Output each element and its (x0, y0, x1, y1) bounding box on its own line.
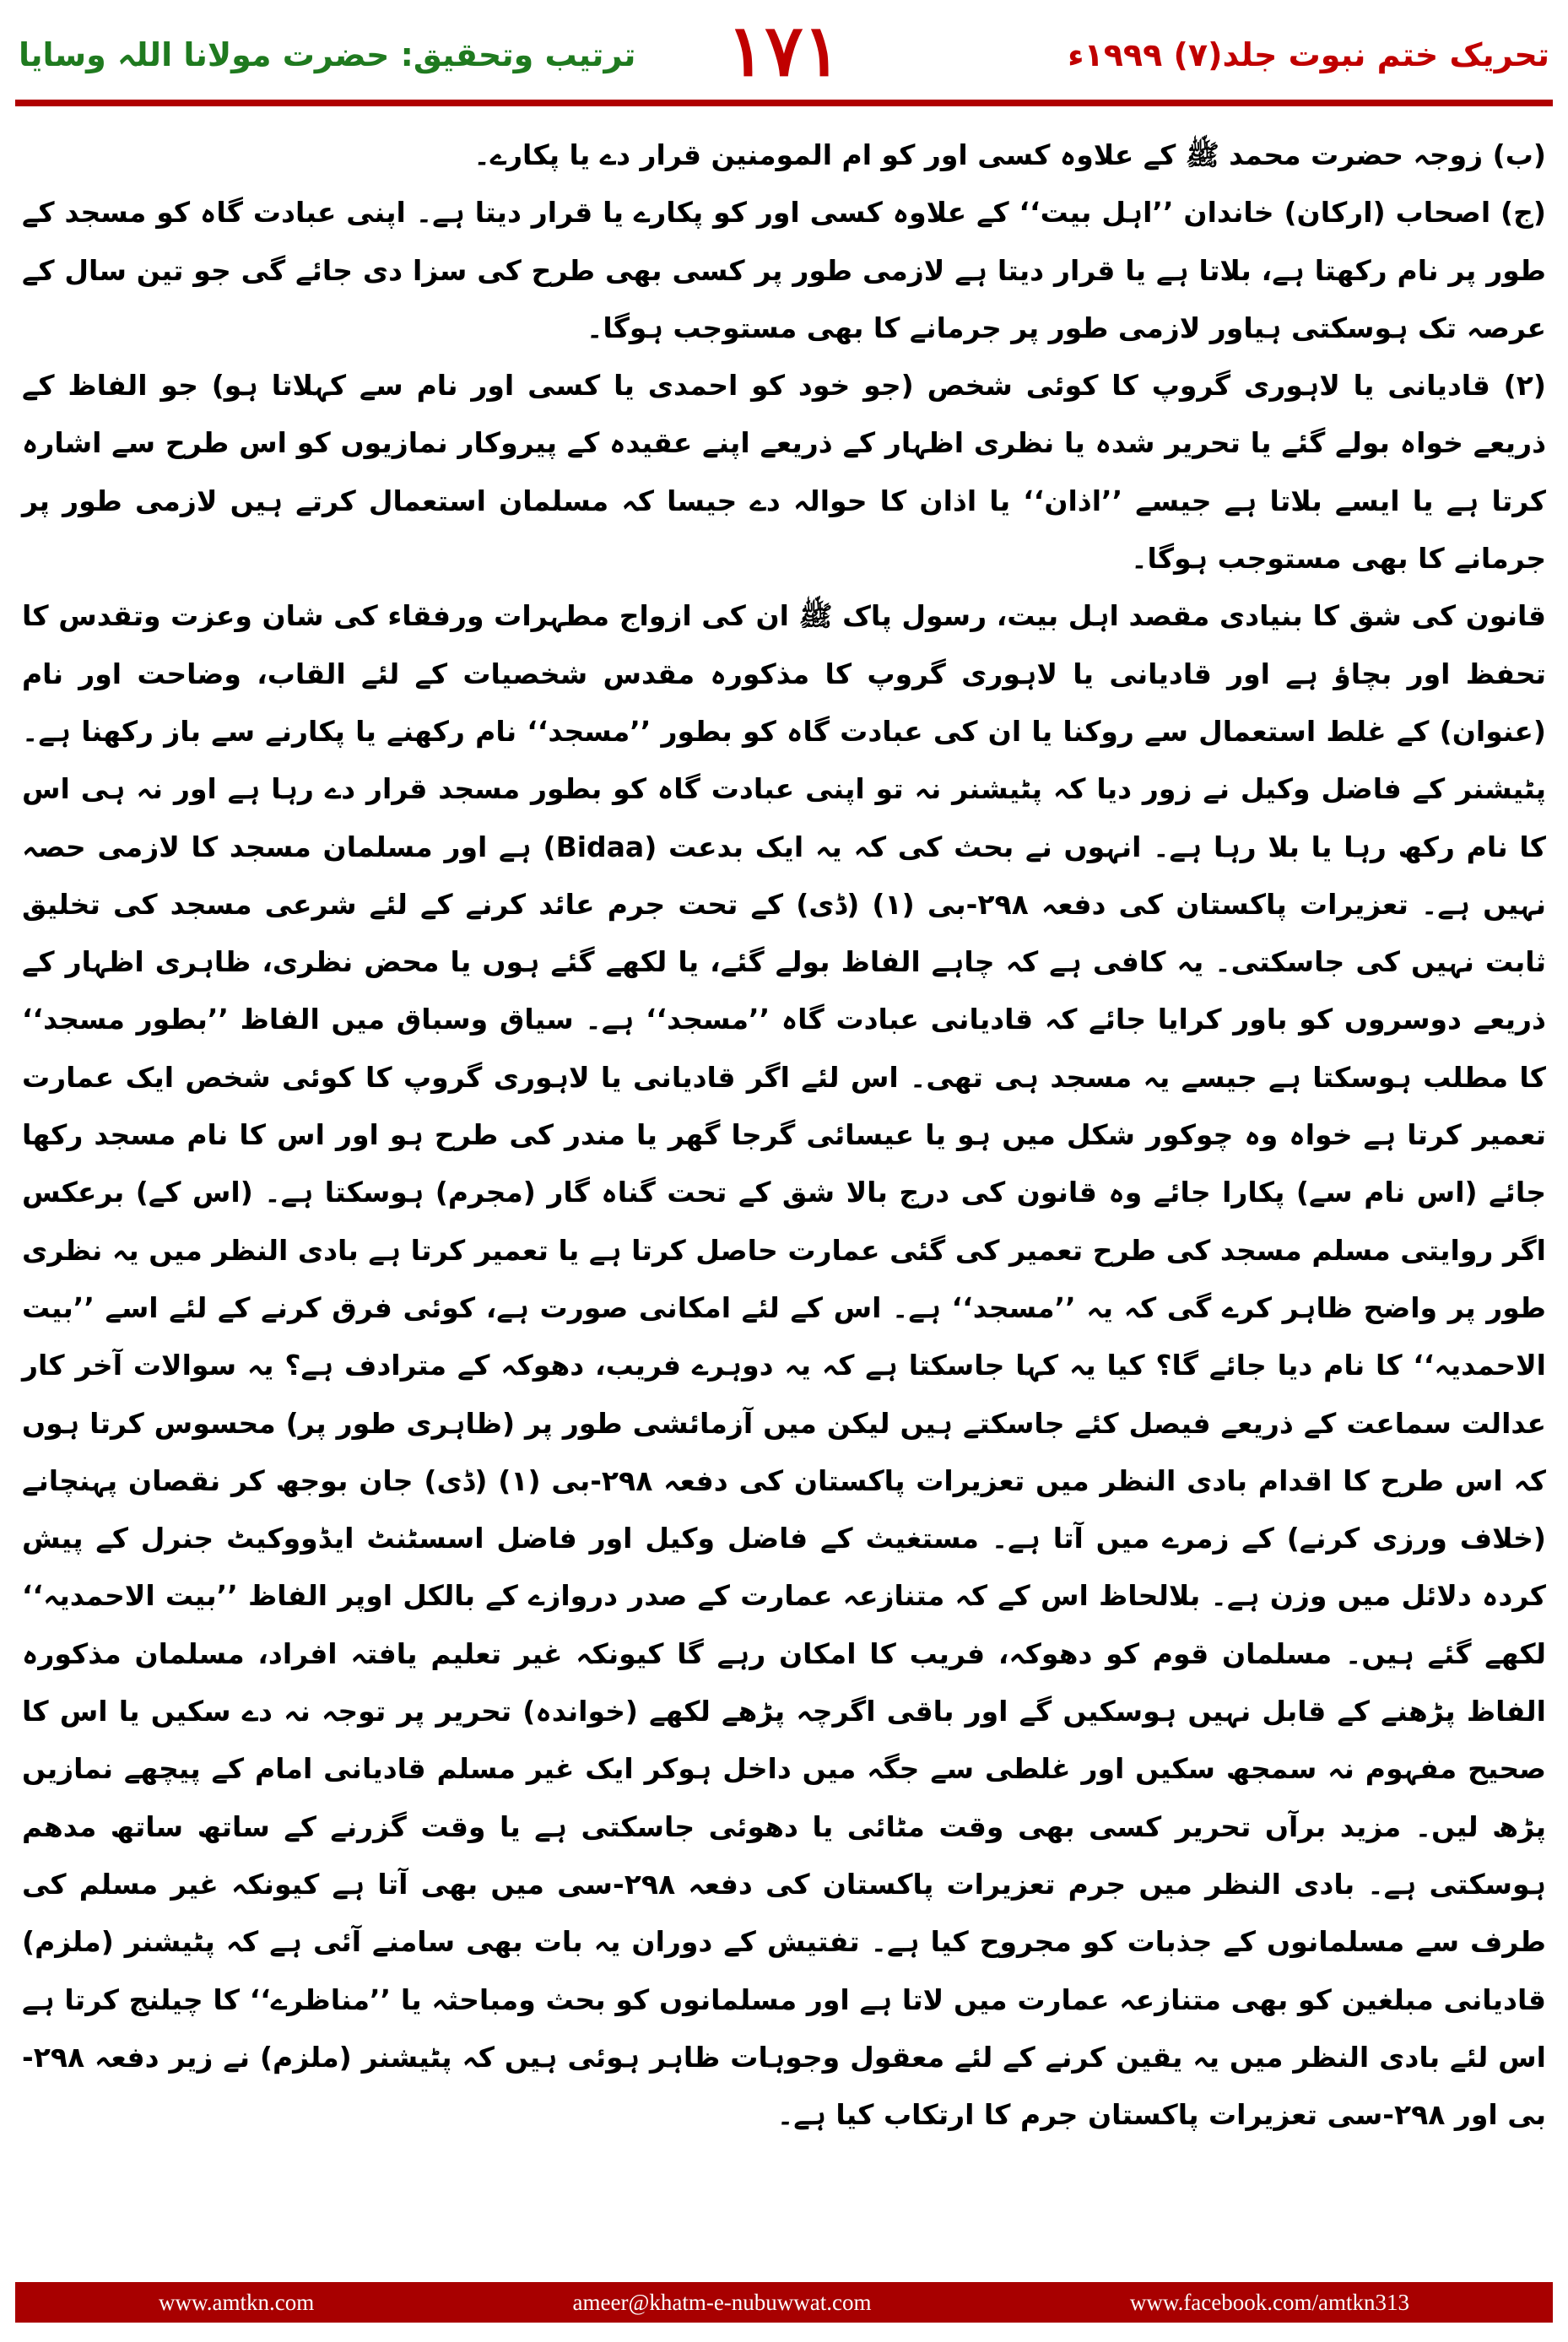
footer-email-link[interactable]: ameer@khatm-e-nubuwwat.com (572, 2289, 872, 2315)
page-header (0, 0, 1568, 118)
header-book-title: تحریک ختم نبوت جلد(۷) ۱۹۹۹ء (1068, 36, 1549, 73)
header-divider (15, 100, 1553, 106)
page-footer (15, 2282, 1553, 2323)
footer-website-link[interactable]: www.amtkn.com (159, 2289, 315, 2315)
paragraph-clause-b: (ب) زوجہ حضرت محمد ﷺ کے علاوہ کسی اور کو ام المومنین قرار دے یا پکارے۔ (473, 138, 1546, 171)
page-body (22, 127, 1546, 2144)
paragraph-main-body: قانون کی شق کا بنیادی مقصد اہل بیت، رسول پاک ﷺ ان کی ازواج مطہرات ورفقاء کی شان وعزت وتقدس کا تحفظ اور بچاؤ ہے اور قادیانی یا لاہوری گروپ کا مذکورہ مقدس شخصیات کے لئے القاب، وضاحت اور نام (عنوان) کے غلط استعمال سے روکنا یا ان کی عبادت گاہ کو بطور ’’مسجد‘‘ نام رکھنے یا پکارنے سے باز رکھنا ہے۔ پٹیشنر کے فاضل وکیل نے زور دیا کہ پٹیشنر نہ تو اپنی عبادت گاہ کو بطور مسجد قرار دے رہا ہے اور نہ ہی اس کا نام رکھ رہا یا بلا رہا ہے۔ انہوں نے بحث کی کہ یہ ایک بدعت (Bidaa) ہے اور مسلمان مسجد کا لازمی حصہ نہیں ہے۔ تعزیرات پاکستان کی دفعہ ۲۹۸-بی (۱) (ڈی) کے تحت جرم عائد کرنے کے لئے شرعی مسجد کی تخلیق ثابت نہیں کی جاسکتی۔ یہ کافی ہے کہ چاہے الفاظ بولے گئے، یا لکھے گئے ہوں یا محض نظری، ظاہری اظہار کے ذریعے دوسروں کو باور کرایا جائے کہ قادیانی عبادت گاہ ’’مسجد‘‘ ہے۔ سیاق وسباق میں الفاظ ’’بطور مسجد‘‘ کا مطلب ہوسکتا ہے جیسے یہ مسجد ہی تھی۔ اس لئے اگر قادیانی یا لاہوری گروپ کا کوئی شخص ایک عمارت تعمیر کرتا ہے خواہ وہ چوکور شکل میں ہو یا عیسائی گرجا گھر یا مندر کی طرح ہو اور اس کا نام مسجد رکھا جائے (اس نام سے) پکارا جائے وہ قانون کی درج بالا شق کے تحت گناہ گار (مجرم) ہوسکتا ہے۔ (اس کے) برعکس اگر روایتی مسلم مسجد کی طرح تعمیر کی گئی عمارت حاصل کرتا ہے یا تعمیر کرتا ہے بادی النظر میں یہ نظری طور پر واضح ظاہر کرے گی کہ یہ ’’مسجد‘‘ ہے۔ اس کے لئے امکانی صورت ہے، کوئی فرق کرنے کے لئے اسے ’’بیت الاحمدیہ‘‘ کا نام دیا جائے گا؟ کیا یہ کہا جاسکتا ہے کہ یہ دوہرے فریب، دھوکہ کے مترادف ہے؟ یہ سوالات آخر کار عدالت سماعت کے ذریعے فیصل کئے جاسکتے ہیں لیکن میں آزمائشی طور پر (ظاہری طور پر) محسوس کرتا ہوں کہ اس طرح کا اقدام بادی النظر میں تعزیرات پاکستان کی دفعہ ۲۹۸-بی (۱) (ڈی) جان بوجھ کر نقصان پہنچانے (خلاف ورزی کرنے) کے زمرے میں آتا ہے۔ مستغیث کے فاضل وکیل اور فاضل اسسٹنٹ ایڈووکیٹ جنرل کے پیش کردہ دلائل میں وزن ہے۔ بلالحاظ اس کے کہ متنازعہ عمارت کے صدر دروازے کے بالکل اوپر الفاظ ’’بیت الاحمدیہ‘‘ لکھے گئے ہیں۔ مسلمان قوم کو دھوکہ، فریب کا امکان رہے گا کیونکہ غیر تعلیم یافتہ افراد، مسلمان مذکورہ الفاظ پڑھنے کے قابل نہیں ہوسکیں گے اور باقی اگرچہ پڑھے لکھے (خواندہ) تحریر پر توجہ نہ دے سکیں یا اس کا صحیح مفہوم نہ سمجھ سکیں اور غلطی سے جگہ میں داخل ہوکر ایک غیر مسلم قادیانی امام کے پیچھے نمازیں پڑھ لیں۔ مزید برآں تحریر کسی بھی وقت مٹائی یا دھوئی جاسکتی ہے یا وقت گزرنے کے ساتھ ساتھ مدھم ہوسکتی ہے۔ بادی النظر میں جرم تعزیرات پاکستان کی دفعہ ۲۹۸-سی میں بھی آتا ہے کیونکہ غیر مسلم کی طرف سے مسلمانوں کے جذبات کو مجروح کیا ہے۔ تفتیش کے دوران یہ بات بھی سامنے آئی ہے کہ پٹیشنر (ملزم) قادیانی مبلغین کو بھی متنازعہ عمارت میں لاتا ہے اور مسلمانوں کو بحث ومباحثہ یا ’’مناظرے‘‘ کا چیلنج کرتا ہے اس لئے بادی النظر میں یہ یقین کرنے کے لئے معقول وجوہات ظاہر ہوئی ہیں کہ پٹیشنر (ملزم) نے زیر دفعہ ۲۹۸-بی اور ۲۹۸-سی تعزیرات پاکستان جرم کا ارتکاب کیا ہے۔ (22, 599, 1547, 2132)
paragraph-clause-c: (ج) اصحاب (ارکان) خاندان ’’اہل بیت‘‘ کے علاوہ کسی اور کو پکارے یا قرار دیتا ہے۔ اپنی عبادت گاہ کو مسجد کے طور پر نام رکھتا ہے، بلاتا ہے یا قرار دیتا ہے لازمی طور پر کسی بھی طرح کی سزا دی جائے گی جو تین سال کے عرصہ تک ہوسکتی ہیاور لازمی طور پر جرمانے کا بھی مستوجب ہوگا۔ (22, 196, 1546, 344)
paragraph-clause-2: (۲) قادیانی یا لاہوری گروپ کا کوئی شخص (جو خود کو احمدی یا کسی اور نام سے کہلاتا ہو) جو الفاظ کے ذریعے خواہ بولے گئے یا تحریر شدہ یا نظری اظہار کے ذریعے اپنے عقیدہ کے پیروکار نمازیوں کو اس طرح سے اشارہ کرتا ہے یا ایسے بلاتا ہے جیسے ’’اذان‘‘ یا اذان کا حوالہ دے جیسا کہ مسلمان استعمال کرتے ہیں لازمی طور پر جرمانے کا بھی مستوجب ہوگا۔ (22, 369, 1546, 576)
page-number: ۱۷۱ (727, 8, 841, 92)
footer-facebook-link[interactable]: www.facebook.com/amtkn313 (1129, 2289, 1409, 2315)
header-compiler-credit: ترتیب وتحقیق: حضرت مولانا اللہ وسایا (19, 36, 636, 73)
